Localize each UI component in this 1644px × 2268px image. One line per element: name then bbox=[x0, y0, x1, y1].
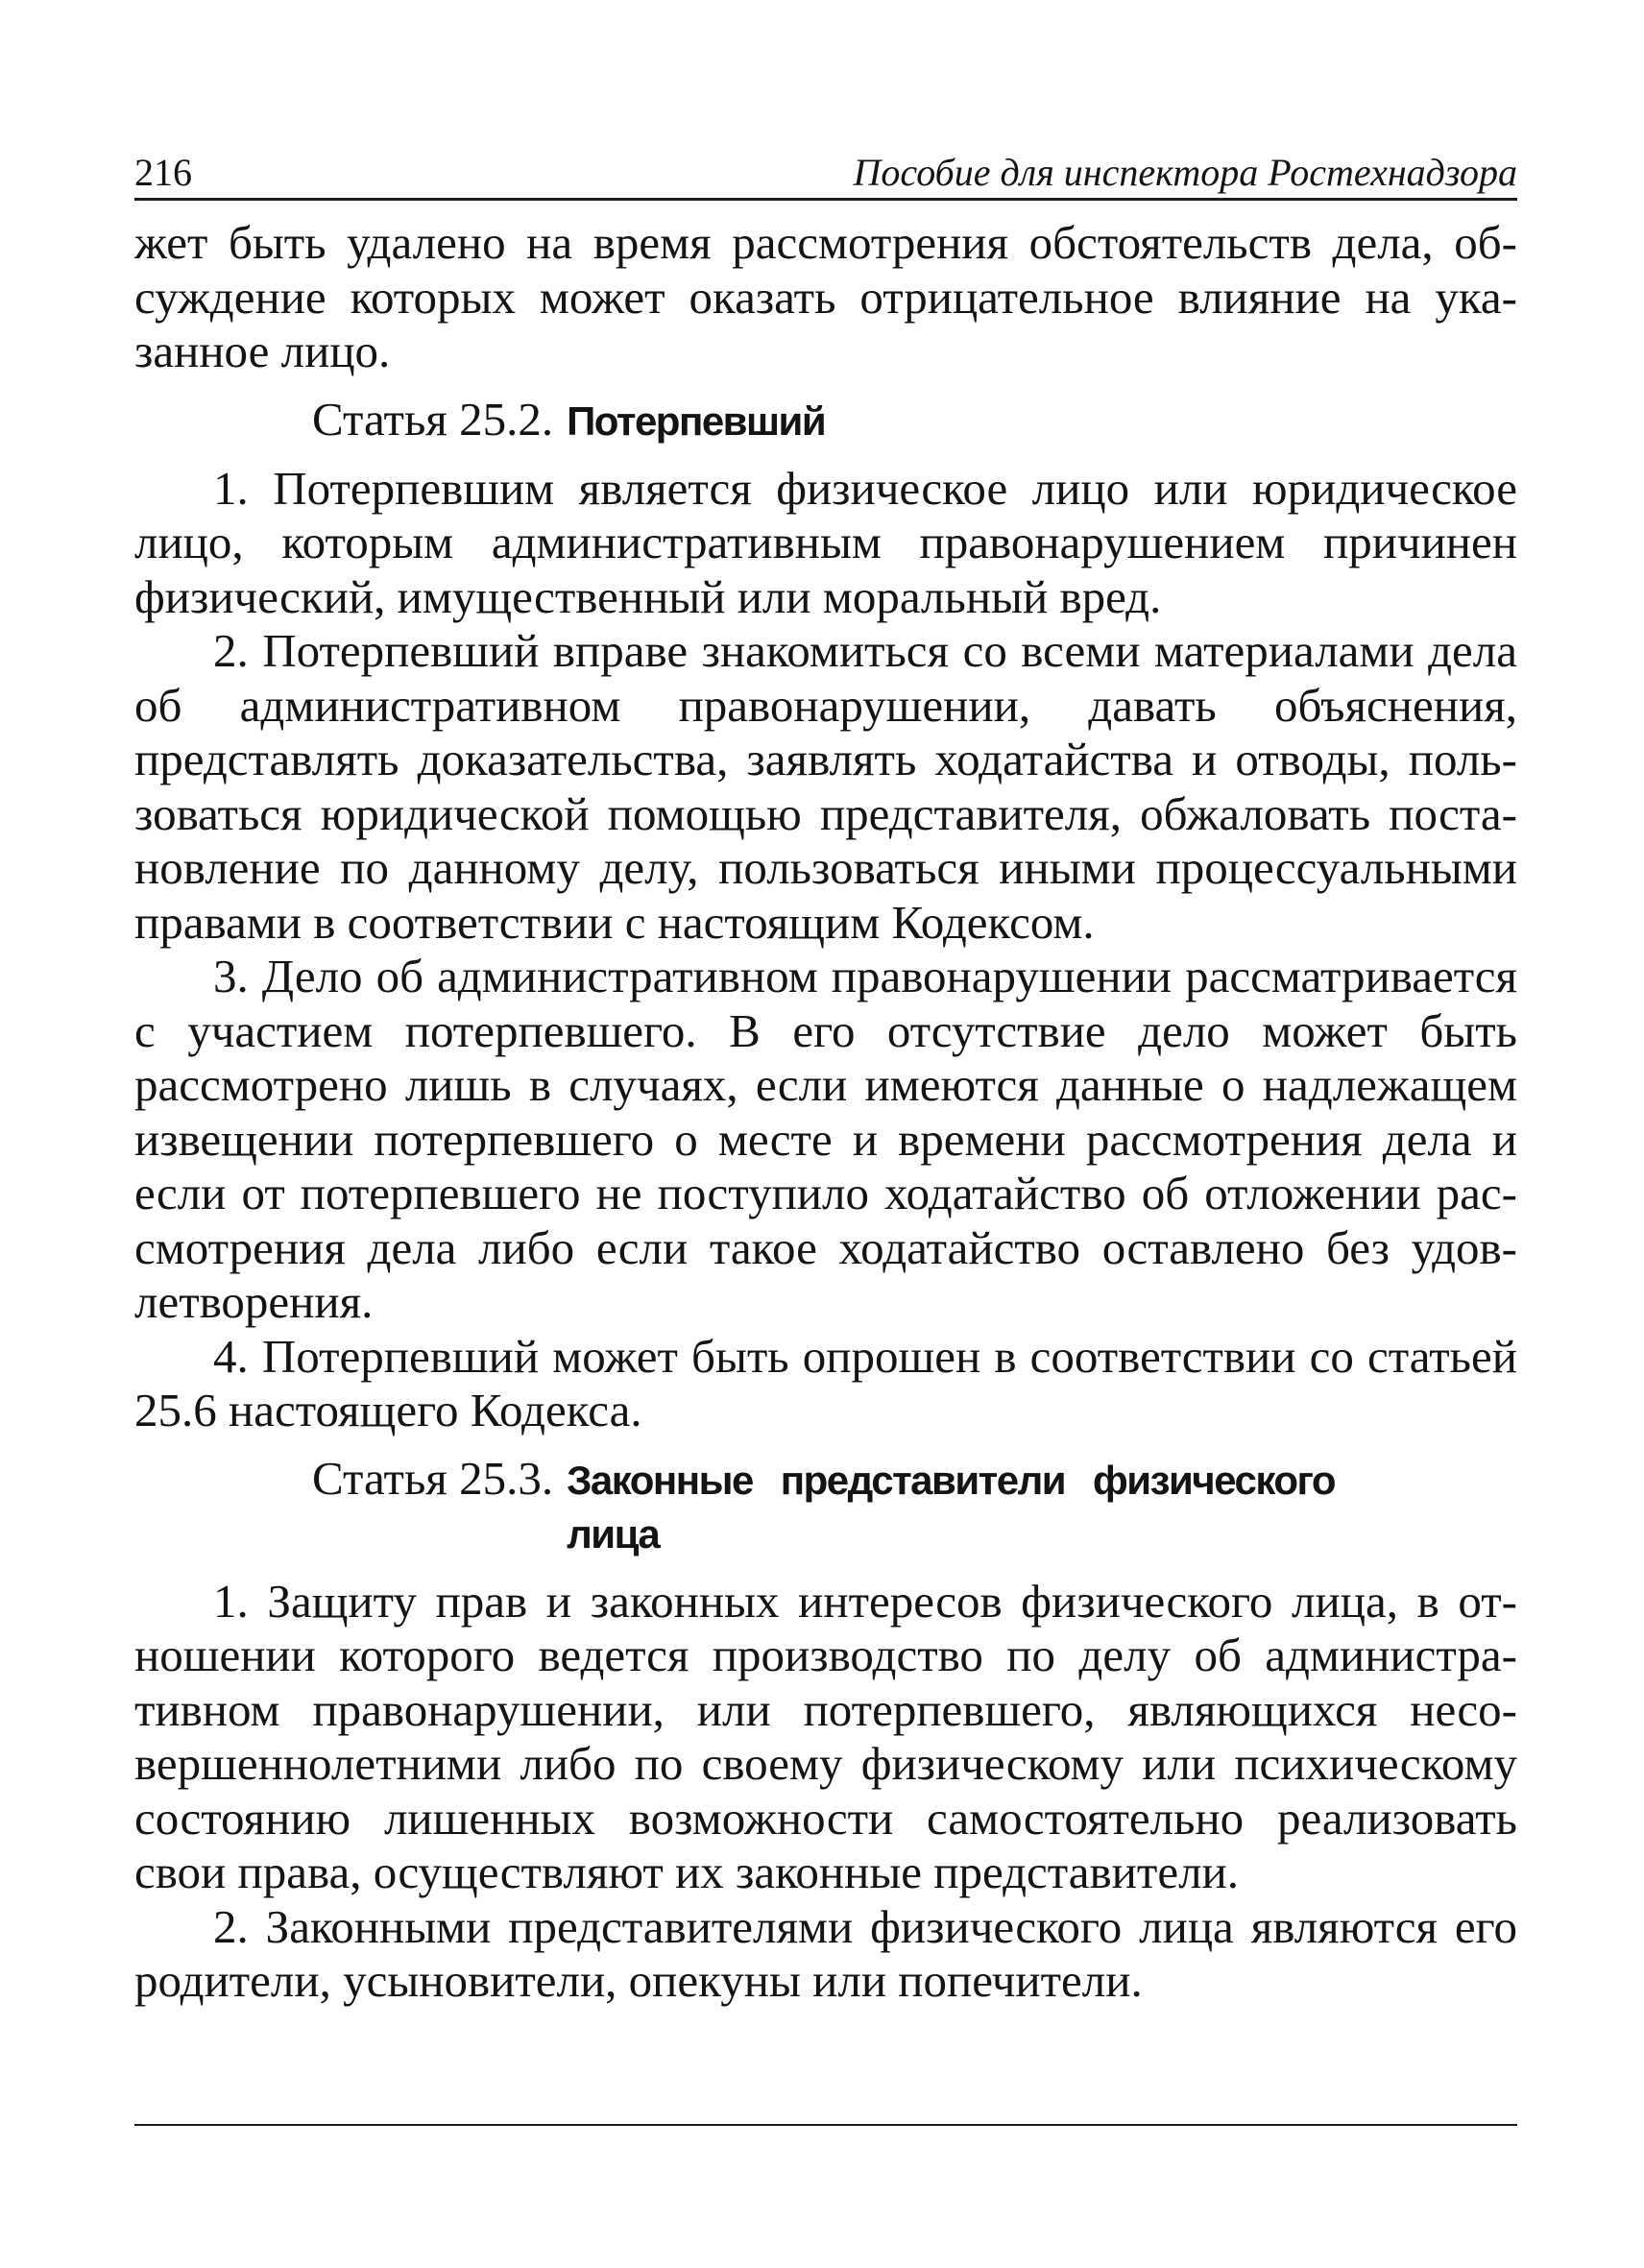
intro-paragraph: жет быть удалено на время рассмотрения обстоятельств дела, обсуждение которых может оказать отрицательное влияние на указанное лицо. bbox=[134, 216, 1517, 377]
page-content bbox=[134, 216, 1517, 2009]
article-heading-25-2 bbox=[134, 393, 1517, 448]
paragraph: 2. Законными представителями физического лица являются его родители, усыновители, опекуны или попечители. bbox=[134, 1899, 1517, 2007]
paragraph: 1. Потерпевшим является физическое лицо или юридическое лицо, которым административным правонарушением причинен физический, имущественный или моральный вред. bbox=[134, 461, 1517, 623]
running-title: Пособие для инспектора Ростехнадзора bbox=[853, 151, 1517, 194]
paragraph: 4. Потерпевший может быть опрошен в соответствии со статьей 25.6 настоящего Кодекса. bbox=[134, 1329, 1517, 1436]
paragraph: 2. Потерпевший вправе знакомиться со всеми материалами дела об административном правонарушении, давать объяснения, представлять доказательства, заявлять ходатайства и отводы, пользоваться юридической помощью представителя, обжаловать постановление по данному делу, пользоваться иными процессуальными правами в соответствии с настоящим Кодексом. bbox=[134, 624, 1517, 949]
article-title: Потерпевший bbox=[567, 398, 826, 444]
paragraph: 1. Защиту прав и законных интересов физического лица, в отношении которого ведется производство по делу об административном правонарушении, или потерпевшего, являющихся несовершеннолетними либо по своему физическому или психическому состоянию лишенных возможности самостоятельно реализовать свои права, осуществляют их законные представители. bbox=[134, 1574, 1517, 1898]
paragraph: 3. Дело об административном правонарушении рассматривается с участием потерпевшего. В его отсутствие дело может быть рассмотрено лишь в случаях, если имеются данные о надлежащем извещении потерпевшего о месте и времени рассмотрения дела и если от потерпевшего не поступило ходатайство об отложении рассмотрения дела либо если такое ходатайство оставлено без удовлетворения. bbox=[134, 950, 1517, 1328]
article-heading-25-3 bbox=[134, 1452, 1517, 1561]
article-number: Статья 25.3. bbox=[312, 1451, 554, 1505]
footer-rule bbox=[134, 2124, 1517, 2126]
page-number: 216 bbox=[134, 151, 192, 194]
running-head bbox=[134, 144, 1517, 201]
article-title: Законные представители физического лица bbox=[567, 1457, 1336, 1556]
book-page bbox=[134, 144, 1517, 2009]
article-number: Статья 25.2. bbox=[312, 392, 554, 446]
